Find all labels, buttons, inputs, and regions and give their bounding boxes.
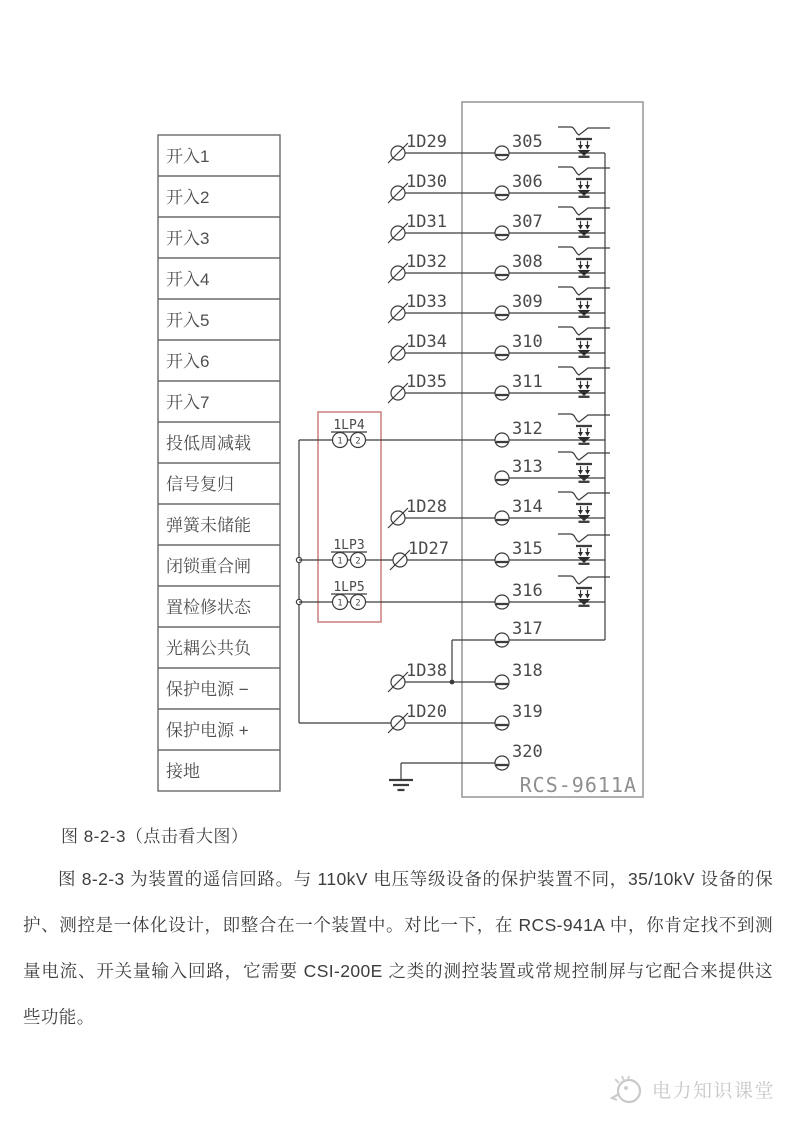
outer-terminal-label: 1D34 (406, 332, 447, 352)
io-label: 开入7 (166, 393, 210, 412)
figure-caption[interactable]: 图 8-2-3（点击看大图） (61, 827, 249, 846)
inner-terminal-label: 316 (512, 581, 543, 601)
inner-terminal-label: 306 (512, 172, 543, 192)
inner-terminal-label: 311 (512, 372, 543, 392)
link-pin-label: 1 (337, 436, 343, 447)
watermark (605, 1072, 775, 1106)
screw-terminal-icon (495, 595, 509, 609)
device-outline (462, 102, 643, 797)
terminal-icon (388, 223, 408, 243)
optocoupler-icon (558, 207, 610, 237)
row-308 (388, 247, 610, 283)
outer-terminal-label: 1D27 (408, 539, 449, 559)
screw-terminal-icon (495, 266, 509, 280)
link-label: 1LP5 (333, 580, 365, 595)
screw-terminal-icon (495, 346, 509, 360)
outer-terminal-label: 1D32 (406, 252, 447, 272)
terminal-icon (388, 183, 408, 203)
terminal-icon (390, 550, 410, 570)
inner-terminal-label: 320 (512, 742, 543, 762)
inner-terminal-label: 308 (512, 252, 543, 272)
terminal-icon (388, 508, 408, 528)
io-label: 开入5 (166, 311, 210, 330)
io-label: 投低周减载 (166, 434, 251, 453)
optocoupler-icon (558, 287, 610, 317)
screw-terminal-icon (495, 306, 509, 320)
io-label-table (158, 135, 280, 791)
outer-terminal-label: 1D20 (406, 702, 447, 722)
link-pin-label: 2 (355, 598, 361, 609)
terminal-icon (388, 672, 408, 692)
body-paragraph: 图 8-2-3 为装置的遥信回路。与 110kV 电压等级设备的保护装置不同，35/10kV 设备的保护、测控是一体化设计，即整合在一个装置中。对比一下，在 RCS-941A 中，你肯定找不到测量电流、开关量输入回路，它需要 CSI-200E 之类的测控装置或常规控制屏与它配合来提供这些功能。 (23, 869, 773, 1027)
link-label: 1LP3 (333, 538, 365, 553)
inner-terminal-label: 305 (512, 132, 543, 152)
row-305 (388, 127, 610, 163)
outer-terminal-label: 1D30 (406, 172, 447, 192)
io-label: 开入3 (166, 229, 210, 248)
screw-terminal-icon (495, 186, 509, 200)
io-label: 开入2 (166, 188, 210, 207)
outer-terminal-label: 1D29 (406, 132, 447, 152)
io-label: 开入1 (166, 147, 210, 166)
inner-terminal-label: 315 (512, 539, 543, 559)
outer-terminal-label: 1D35 (406, 372, 447, 392)
terminal-icon (388, 303, 408, 323)
screw-terminal-icon (495, 386, 509, 400)
inner-terminal-label: 317 (512, 619, 543, 639)
screw-terminal-icon (495, 471, 509, 485)
io-label: 置检修状态 (166, 598, 251, 617)
optocoupler-icon (558, 247, 610, 277)
row-310 (388, 327, 610, 363)
io-label: 接地 (166, 762, 200, 781)
junction-icon (450, 680, 455, 685)
outer-terminal-label: 1D28 (406, 497, 447, 517)
io-label: 开入6 (166, 352, 210, 371)
row-314 (388, 492, 610, 528)
outer-terminal-label: 1D31 (406, 212, 447, 232)
io-label: 光耦公共负 (166, 639, 251, 658)
optocoupler-icon (558, 327, 610, 357)
io-label: 信号复归 (166, 475, 234, 494)
screw-terminal-icon (495, 146, 509, 160)
io-label: 保护电源 − (166, 680, 249, 699)
row-306 (388, 167, 610, 203)
terminal-icon (388, 263, 408, 283)
optocoupler-icon (558, 576, 610, 606)
io-label: 闭锁重合闸 (166, 557, 251, 576)
row-311 (388, 367, 610, 403)
link-pin-label: 1 (337, 556, 343, 567)
inner-terminal-label: 319 (512, 702, 543, 722)
inner-terminal-label: 312 (512, 419, 543, 439)
ground-icon (389, 763, 413, 790)
optocoupler-icon (558, 367, 610, 397)
optocoupler-icon (558, 414, 610, 444)
screw-terminal-icon (495, 633, 509, 647)
link-1LP5 (331, 580, 367, 610)
device-name-label: RCS-9611A (519, 773, 637, 797)
io-label: 保护电源 + (166, 721, 249, 740)
screw-terminal-icon (495, 226, 509, 240)
watermark-label: 电力知识课堂 (651, 1080, 775, 1102)
screw-terminal-icon (495, 756, 509, 770)
row-307 (388, 207, 610, 243)
link-1LP3 (331, 538, 367, 568)
io-label: 弹簧未储能 (166, 516, 251, 535)
row-318 (388, 640, 543, 692)
terminal-icon (388, 143, 408, 163)
screw-terminal-icon (495, 675, 509, 689)
optocoupler-icon (558, 452, 610, 482)
row-309 (388, 287, 610, 323)
screw-terminal-icon (495, 511, 509, 525)
optocoupler-icon (558, 167, 610, 197)
screw-terminal-icon (495, 433, 509, 447)
inner-terminal-label: 310 (512, 332, 543, 352)
row-313 (495, 452, 610, 485)
brand-icon (605, 1072, 645, 1106)
screw-terminal-icon (495, 553, 509, 567)
terminal-icon (388, 383, 408, 403)
link-label: 1LP4 (333, 418, 365, 433)
inner-terminal-label: 318 (512, 661, 543, 681)
inner-terminal-label: 314 (512, 497, 543, 517)
link-pin-label: 2 (355, 436, 361, 447)
link-pin-label: 1 (337, 598, 343, 609)
optocoupler-icon (558, 492, 610, 522)
outer-terminal-label: 1D33 (406, 292, 447, 312)
row-319 (299, 702, 543, 733)
io-label: 开入4 (166, 270, 210, 289)
row-317 (452, 619, 605, 647)
inner-terminal-label: 307 (512, 212, 543, 232)
screw-terminal-icon (495, 716, 509, 730)
outer-terminal-label: 1D38 (406, 661, 447, 681)
inner-terminal-label: 313 (512, 457, 543, 477)
optocoupler-icon (558, 127, 610, 157)
inner-terminal-label: 309 (512, 292, 543, 312)
positive-bus (296, 440, 301, 723)
link-1LP4 (331, 418, 367, 448)
terminal-icon (388, 713, 408, 733)
optocoupler-icon (558, 534, 610, 564)
link-pin-label: 2 (355, 556, 361, 567)
terminal-icon (388, 343, 408, 363)
